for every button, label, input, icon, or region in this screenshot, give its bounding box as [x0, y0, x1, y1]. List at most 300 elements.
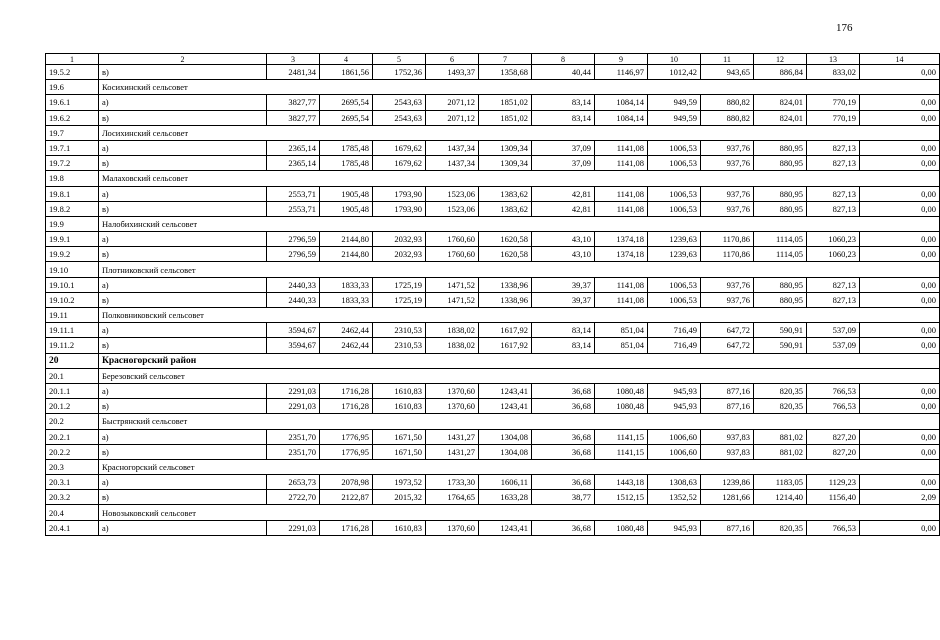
value-cell: 937,83 [701, 429, 754, 444]
value-cell: 37,09 [532, 140, 595, 155]
value-cell: 2365,14 [267, 140, 320, 155]
row-subitem-label: в) [99, 247, 267, 262]
value-cell: 1084,14 [595, 95, 648, 110]
value-cell: 937,76 [701, 292, 754, 307]
value-cell: 1620,58 [479, 232, 532, 247]
value-cell: 1838,02 [426, 338, 479, 353]
value-cell: 0,00 [860, 95, 940, 110]
section-heading-row [46, 505, 940, 520]
value-cell: 2553,71 [267, 186, 320, 201]
value-cell: 2144,80 [320, 247, 373, 262]
value-cell: 1493,37 [426, 65, 479, 80]
table-body [46, 54, 940, 536]
value-cell: 716,49 [648, 338, 701, 353]
value-cell: 824,01 [754, 95, 807, 110]
value-cell: 1183,05 [754, 475, 807, 490]
value-cell: 1838,02 [426, 323, 479, 338]
table-header-row [46, 54, 940, 65]
column-number-header: 11 [701, 54, 754, 65]
row-subitem-label: а) [99, 95, 267, 110]
value-cell: 1170,86 [701, 247, 754, 262]
value-cell: 1671,50 [373, 444, 426, 459]
value-cell: 0,00 [860, 277, 940, 292]
column-number-header: 2 [99, 54, 267, 65]
column-number-header: 13 [807, 54, 860, 65]
value-cell: 1431,27 [426, 444, 479, 459]
row-code: 20.2.2 [46, 444, 99, 459]
value-cell: 1006,53 [648, 292, 701, 307]
value-cell: 1443,18 [595, 475, 648, 490]
value-cell: 1617,92 [479, 338, 532, 353]
value-cell: 827,13 [807, 186, 860, 201]
value-cell: 770,19 [807, 110, 860, 125]
table-row [46, 429, 940, 444]
value-cell: 3594,67 [267, 323, 320, 338]
value-cell: 1833,33 [320, 277, 373, 292]
value-cell: 1338,96 [479, 277, 532, 292]
value-cell: 1141,08 [595, 201, 648, 216]
value-cell: 945,93 [648, 383, 701, 398]
value-cell: 1129,23 [807, 475, 860, 490]
value-cell: 827,13 [807, 292, 860, 307]
value-cell: 1080,48 [595, 399, 648, 414]
value-cell: 937,83 [701, 444, 754, 459]
value-cell: 1764,65 [426, 490, 479, 505]
row-subitem-label: а) [99, 383, 267, 398]
value-cell: 0,00 [860, 247, 940, 262]
value-cell: 716,49 [648, 323, 701, 338]
value-cell: 880,95 [754, 186, 807, 201]
value-cell: 1006,53 [648, 277, 701, 292]
value-cell: 1114,05 [754, 247, 807, 262]
section-name: Быстрянский сельсовет [99, 414, 940, 429]
value-cell: 2291,03 [267, 383, 320, 398]
table-row [46, 156, 940, 171]
value-cell: 880,95 [754, 292, 807, 307]
value-cell: 2351,70 [267, 429, 320, 444]
row-subitem-label: в) [99, 399, 267, 414]
value-cell: 1214,40 [754, 490, 807, 505]
value-cell: 1370,60 [426, 399, 479, 414]
row-code: 19.7.1 [46, 140, 99, 155]
row-code: 19.5.2 [46, 65, 99, 80]
row-subitem-label: а) [99, 429, 267, 444]
row-subitem-label: а) [99, 520, 267, 535]
value-cell: 2553,71 [267, 201, 320, 216]
section-heading-row [46, 125, 940, 140]
value-cell: 39,37 [532, 277, 595, 292]
value-cell: 1760,60 [426, 247, 479, 262]
row-code: 19.11.2 [46, 338, 99, 353]
row-code: 20.4 [46, 505, 99, 520]
table-row [46, 277, 940, 292]
value-cell: 36,68 [532, 444, 595, 459]
value-cell: 1671,50 [373, 429, 426, 444]
section-name: Полковниковский сельсовет [99, 308, 940, 323]
value-cell: 2695,54 [320, 95, 373, 110]
value-cell: 1785,48 [320, 156, 373, 171]
value-cell: 1471,52 [426, 277, 479, 292]
value-cell: 3827,77 [267, 95, 320, 110]
value-cell: 2310,53 [373, 338, 426, 353]
value-cell: 770,19 [807, 95, 860, 110]
value-cell: 1006,53 [648, 156, 701, 171]
table-row [46, 140, 940, 155]
row-code: 19.11.1 [46, 323, 99, 338]
value-cell: 880,82 [701, 110, 754, 125]
value-cell: 2462,44 [320, 323, 373, 338]
value-cell: 824,01 [754, 110, 807, 125]
table-row [46, 110, 940, 125]
value-cell: 1716,28 [320, 383, 373, 398]
section-name: Красногорский сельсовет [99, 459, 940, 474]
row-code: 19.6 [46, 80, 99, 95]
value-cell: 1633,28 [479, 490, 532, 505]
column-number-header: 14 [860, 54, 940, 65]
column-number-header: 12 [754, 54, 807, 65]
value-cell: 2722,70 [267, 490, 320, 505]
value-cell: 36,68 [532, 475, 595, 490]
value-cell: 937,76 [701, 186, 754, 201]
value-cell: 1785,48 [320, 140, 373, 155]
value-cell: 827,20 [807, 429, 860, 444]
value-cell: 877,16 [701, 399, 754, 414]
column-number-header: 9 [595, 54, 648, 65]
value-cell: 2796,59 [267, 247, 320, 262]
table-row [46, 323, 940, 338]
section-name: Лосихинский сельсовет [99, 125, 940, 140]
value-cell: 937,76 [701, 156, 754, 171]
value-cell: 1114,05 [754, 232, 807, 247]
value-cell: 2078,98 [320, 475, 373, 490]
value-cell: 83,14 [532, 110, 595, 125]
row-subitem-label: в) [99, 65, 267, 80]
value-cell: 42,81 [532, 186, 595, 201]
value-cell: 1281,66 [701, 490, 754, 505]
value-cell: 2291,03 [267, 520, 320, 535]
value-cell: 1776,95 [320, 429, 373, 444]
value-cell: 1309,34 [479, 140, 532, 155]
value-cell: 1431,27 [426, 429, 479, 444]
value-cell: 1006,60 [648, 444, 701, 459]
table-row [46, 490, 940, 505]
row-subitem-label: в) [99, 338, 267, 353]
value-cell: 0,00 [860, 110, 940, 125]
table-row [46, 383, 940, 398]
value-cell: 886,84 [754, 65, 807, 80]
section-name: Налобихинский сельсовет [99, 216, 940, 231]
value-cell: 943,65 [701, 65, 754, 80]
value-cell: 1861,56 [320, 65, 373, 80]
table-row [46, 475, 940, 490]
section-heading-row [46, 459, 940, 474]
value-cell: 1308,63 [648, 475, 701, 490]
value-cell: 1716,28 [320, 399, 373, 414]
value-cell: 1851,02 [479, 95, 532, 110]
value-cell: 2351,70 [267, 444, 320, 459]
value-cell: 2796,59 [267, 232, 320, 247]
row-code: 19.6.1 [46, 95, 99, 110]
row-code: 19.8.2 [46, 201, 99, 216]
value-cell: 880,95 [754, 201, 807, 216]
row-code: 20.2 [46, 414, 99, 429]
value-cell: 1080,48 [595, 520, 648, 535]
value-cell: 1374,18 [595, 232, 648, 247]
value-cell: 0,00 [860, 383, 940, 398]
row-subitem-label: в) [99, 156, 267, 171]
value-cell: 0,00 [860, 444, 940, 459]
section-heading-row [46, 308, 940, 323]
value-cell: 881,02 [754, 429, 807, 444]
row-code: 19.9 [46, 216, 99, 231]
value-cell: 39,37 [532, 292, 595, 307]
value-cell: 827,20 [807, 444, 860, 459]
value-cell: 0,00 [860, 292, 940, 307]
table-row [46, 65, 940, 80]
value-cell: 1146,97 [595, 65, 648, 80]
column-number-header: 3 [267, 54, 320, 65]
table-row [46, 95, 940, 110]
value-cell: 820,35 [754, 399, 807, 414]
row-subitem-label: а) [99, 186, 267, 201]
column-number-header: 7 [479, 54, 532, 65]
section-name: Плотниковский сельсовет [99, 262, 940, 277]
value-cell: 1523,06 [426, 186, 479, 201]
value-cell: 880,95 [754, 277, 807, 292]
value-cell: 949,59 [648, 110, 701, 125]
row-code: 19.10.1 [46, 277, 99, 292]
value-cell: 1006,60 [648, 429, 701, 444]
page-number: 176 [836, 22, 853, 34]
row-code: 19.9.1 [46, 232, 99, 247]
value-cell: 2310,53 [373, 323, 426, 338]
district-name: Красногорский район [99, 353, 940, 368]
value-cell: 1170,86 [701, 232, 754, 247]
value-cell: 2071,12 [426, 95, 479, 110]
row-code: 19.11 [46, 308, 99, 323]
value-cell: 537,09 [807, 323, 860, 338]
column-number-header: 5 [373, 54, 426, 65]
value-cell: 937,76 [701, 201, 754, 216]
value-cell: 0,00 [860, 338, 940, 353]
row-subitem-label: а) [99, 475, 267, 490]
value-cell: 1304,08 [479, 429, 532, 444]
value-cell: 1610,83 [373, 399, 426, 414]
row-code: 20.1.2 [46, 399, 99, 414]
value-cell: 1309,34 [479, 156, 532, 171]
row-code: 20.4.1 [46, 520, 99, 535]
value-cell: 0,00 [860, 323, 940, 338]
row-subitem-label: в) [99, 110, 267, 125]
value-cell: 2144,80 [320, 232, 373, 247]
value-cell: 36,68 [532, 399, 595, 414]
value-cell: 36,68 [532, 383, 595, 398]
value-cell: 1512,15 [595, 490, 648, 505]
value-cell: 1006,53 [648, 201, 701, 216]
value-cell: 1606,11 [479, 475, 532, 490]
value-cell: 2,09 [860, 490, 940, 505]
value-cell: 83,14 [532, 323, 595, 338]
column-number-header: 6 [426, 54, 479, 65]
value-cell: 590,91 [754, 323, 807, 338]
value-cell: 0,00 [860, 399, 940, 414]
value-cell: 1239,63 [648, 232, 701, 247]
value-cell: 1370,60 [426, 383, 479, 398]
column-number-header: 4 [320, 54, 373, 65]
value-cell: 1610,83 [373, 520, 426, 535]
row-code: 20 [46, 353, 99, 368]
section-heading-row [46, 80, 940, 95]
value-cell: 647,72 [701, 323, 754, 338]
row-code: 20.3.2 [46, 490, 99, 505]
row-code: 19.7 [46, 125, 99, 140]
value-cell: 945,93 [648, 399, 701, 414]
value-cell: 1352,52 [648, 490, 701, 505]
value-cell: 1080,48 [595, 383, 648, 398]
value-cell: 1060,23 [807, 247, 860, 262]
row-code: 20.1.1 [46, 383, 99, 398]
value-cell: 1617,92 [479, 323, 532, 338]
section-heading-row [46, 262, 940, 277]
row-code: 19.9.2 [46, 247, 99, 262]
section-name: Новозыковский сельсовет [99, 505, 940, 520]
row-code: 19.10.2 [46, 292, 99, 307]
row-code: 20.2.1 [46, 429, 99, 444]
table-row [46, 338, 940, 353]
value-cell: 1012,42 [648, 65, 701, 80]
row-subitem-label: в) [99, 201, 267, 216]
value-cell: 1358,68 [479, 65, 532, 80]
value-cell: 1370,60 [426, 520, 479, 535]
value-cell: 2695,54 [320, 110, 373, 125]
value-cell: 0,00 [860, 520, 940, 535]
value-cell: 880,82 [701, 95, 754, 110]
value-cell: 827,13 [807, 156, 860, 171]
value-cell: 820,35 [754, 520, 807, 535]
value-cell: 1243,41 [479, 383, 532, 398]
value-cell: 1141,08 [595, 186, 648, 201]
row-subitem-label: а) [99, 323, 267, 338]
value-cell: 2440,33 [267, 292, 320, 307]
value-cell: 949,59 [648, 95, 701, 110]
value-cell: 833,02 [807, 65, 860, 80]
row-subitem-label: а) [99, 232, 267, 247]
value-cell: 1156,40 [807, 490, 860, 505]
table-row [46, 201, 940, 216]
value-cell: 881,02 [754, 444, 807, 459]
value-cell: 851,04 [595, 338, 648, 353]
value-cell: 1471,52 [426, 292, 479, 307]
value-cell: 1679,62 [373, 140, 426, 155]
value-cell: 3594,67 [267, 338, 320, 353]
value-cell: 1523,06 [426, 201, 479, 216]
value-cell: 2122,87 [320, 490, 373, 505]
value-cell: 1374,18 [595, 247, 648, 262]
row-subitem-label: в) [99, 444, 267, 459]
value-cell: 1437,34 [426, 156, 479, 171]
value-cell: 2653,73 [267, 475, 320, 490]
value-cell: 0,00 [860, 140, 940, 155]
value-cell: 1243,41 [479, 399, 532, 414]
row-code: 20.3 [46, 459, 99, 474]
table-row [46, 232, 940, 247]
value-cell: 1905,48 [320, 201, 373, 216]
table-row [46, 520, 940, 535]
value-cell: 38,77 [532, 490, 595, 505]
value-cell: 1141,15 [595, 429, 648, 444]
value-cell: 0,00 [860, 475, 940, 490]
value-cell: 43,10 [532, 232, 595, 247]
row-subitem-label: в) [99, 490, 267, 505]
value-cell: 2015,32 [373, 490, 426, 505]
value-cell: 1716,28 [320, 520, 373, 535]
value-cell: 1006,53 [648, 186, 701, 201]
value-cell: 1141,08 [595, 156, 648, 171]
section-heading-row [46, 368, 940, 383]
column-number-header: 1 [46, 54, 99, 65]
table-row [46, 186, 940, 201]
row-code: 19.8 [46, 171, 99, 186]
value-cell: 2071,12 [426, 110, 479, 125]
value-cell: 0,00 [860, 232, 940, 247]
value-cell: 83,14 [532, 338, 595, 353]
value-cell: 1239,63 [648, 247, 701, 262]
value-cell: 647,72 [701, 338, 754, 353]
value-cell: 2032,93 [373, 247, 426, 262]
section-name: Косихинский сельсовет [99, 80, 940, 95]
value-cell: 36,68 [532, 429, 595, 444]
table-row [46, 399, 940, 414]
row-subitem-label: а) [99, 140, 267, 155]
value-cell: 1725,19 [373, 292, 426, 307]
table-row [46, 444, 940, 459]
value-cell: 1141,15 [595, 444, 648, 459]
value-cell: 1243,41 [479, 520, 532, 535]
section-name: Березовский сельсовет [99, 368, 940, 383]
table-row [46, 247, 940, 262]
value-cell: 1793,90 [373, 201, 426, 216]
value-cell: 1141,08 [595, 277, 648, 292]
row-subitem-label: в) [99, 292, 267, 307]
value-cell: 42,81 [532, 201, 595, 216]
value-cell: 1725,19 [373, 277, 426, 292]
column-number-header: 8 [532, 54, 595, 65]
value-cell: 1084,14 [595, 110, 648, 125]
value-cell: 2365,14 [267, 156, 320, 171]
value-cell: 937,76 [701, 140, 754, 155]
value-cell: 0,00 [860, 201, 940, 216]
value-cell: 2462,44 [320, 338, 373, 353]
row-code: 20.3.1 [46, 475, 99, 490]
value-cell: 1776,95 [320, 444, 373, 459]
value-cell: 880,95 [754, 156, 807, 171]
value-cell: 851,04 [595, 323, 648, 338]
value-cell: 1141,08 [595, 292, 648, 307]
value-cell: 2543,63 [373, 110, 426, 125]
value-cell: 877,16 [701, 520, 754, 535]
value-cell: 1760,60 [426, 232, 479, 247]
value-cell: 880,95 [754, 140, 807, 155]
value-cell: 827,13 [807, 140, 860, 155]
row-subitem-label: а) [99, 277, 267, 292]
value-cell: 2032,93 [373, 232, 426, 247]
value-cell: 3827,77 [267, 110, 320, 125]
value-cell: 1793,90 [373, 186, 426, 201]
value-cell: 1610,83 [373, 383, 426, 398]
row-code: 19.10 [46, 262, 99, 277]
value-cell: 766,53 [807, 520, 860, 535]
value-cell: 1973,52 [373, 475, 426, 490]
